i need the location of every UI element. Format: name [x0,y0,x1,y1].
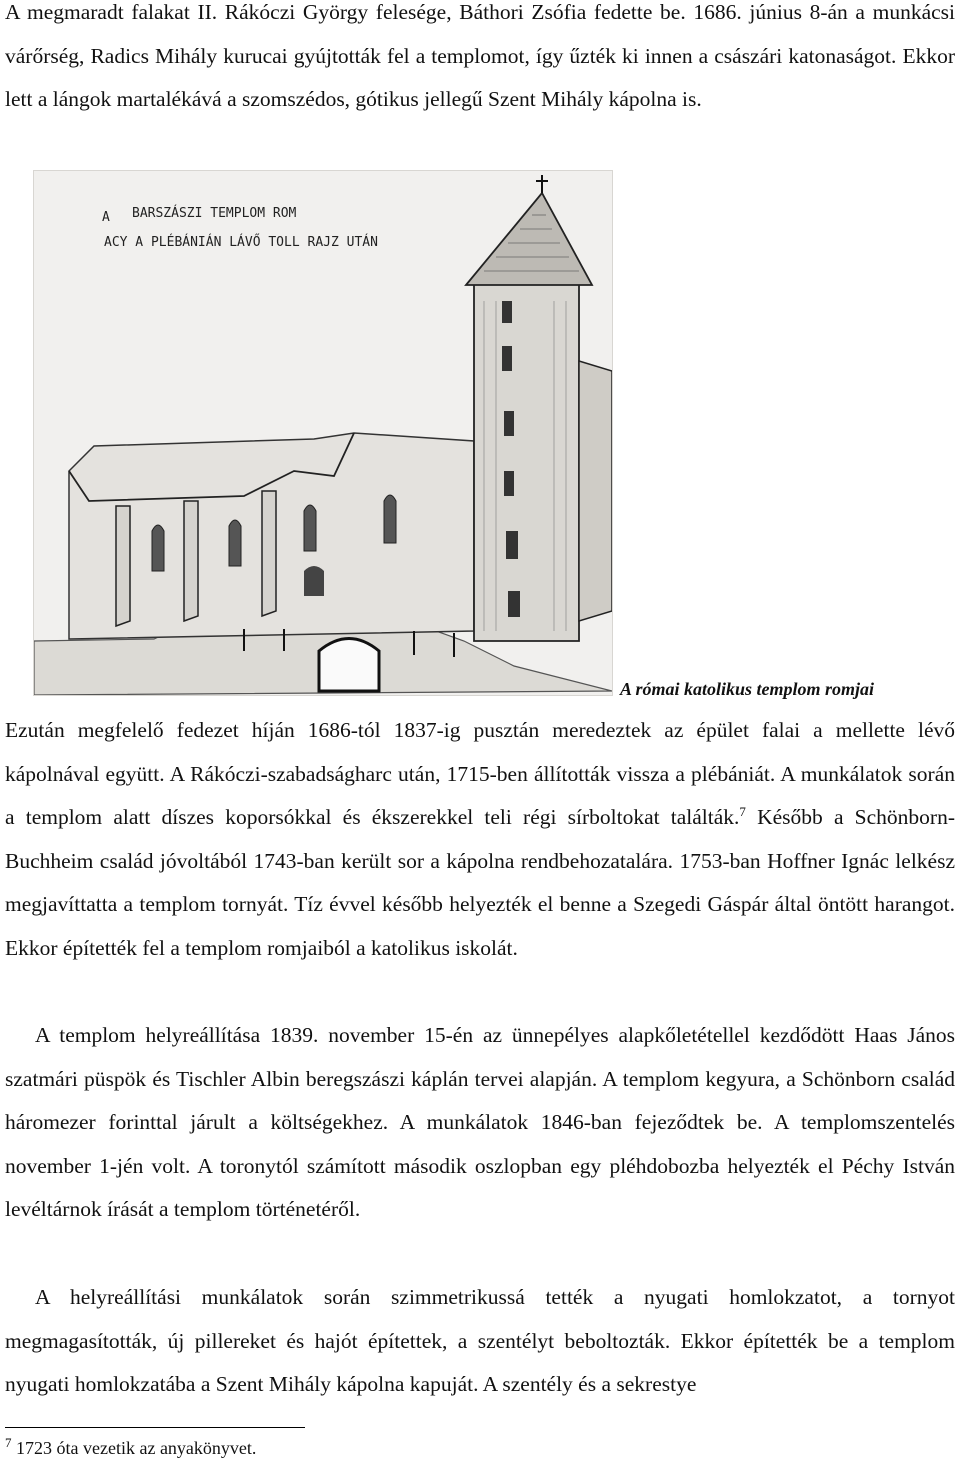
paragraph-4: A helyreállítási munkálatok során szimmetrikussá tették a nyugati homlokzatot, a tornyot megmagasították, új pillereket és hajót építettek, a szentélyt beboltozták. Ekkor építették be a templom nyugati homlokzatába a Szent Mihály kápolna kapuját. A szentély és a sekrestye [5,1285,955,1396]
footnote [5,1436,256,1460]
footnote-divider [5,1427,305,1428]
intro-paragraph: A megmaradt falakat II. Rákóczi György felesége, Báthori Zsófia fedette be. 1686. június 8-án a munkácsi várőrség, Radics Mihály kurucai gyújtották fel a templomot, így űzték ki innen a császári katonaságot. Ekkor lett a lángok martalékává a szomszédos, gótikus jellegű Szent Mihály kápolna is. [5,0,955,111]
footnote-number: 7 [5,1435,12,1450]
paragraph-2-part2: Később a Schönborn-Buchheim család jóvoltából 1743-ban került sor a kápolna rendbehozatalára. 1753-ban Hoffner Ignác lelkész megjavíttatta a templom tornyát. Tíz évvel később helyezték el benne a Szegedi Gáspár által öntött harangot. Ekkor építették fel a templom romjaiból a katolikus iskolát. [5,805,955,960]
paragraph-3: A templom helyreállítása 1839. november 15-én az ünnepélyes alapkőletétellel kezdődött Haas János szatmári püspök és Tischler Albin beregszászi káplán tervei alapján. A templom kegyura, a Schönborn család háromezer forinttal járult a költségekhez. A munkálatok 1846-ban fejeződtek be. A templomszentelés november 1-jén volt. A toronytól számított második oszlopban egy pléhdobozba helyezték el Péchy István levéltárnok írását a templom történetéről. [5,1023,955,1221]
sketch-title-line1: BARSZÁSZI TEMPLOM ROM [132,206,297,221]
footnote-text: 1723 óta vezetik az anyakönyvet. [16,1438,257,1458]
sketch-initial: A [102,210,110,225]
sketch-title-line2: ACY A PLÉBÁNIÁN LÁVŐ TOLL RAJZ UTÁN [104,235,378,250]
paragraph-2-part1: Ezután megfelelő fedezet híján 1686-tól 1837-ig pusztán meredeztek az épület falai a mellette lévő kápolnával együtt. A Rákóczi-szabadságharc után, 1715-ben állították vissza a plébániát. A munkálatok során a templom alatt díszes koporsókkal és ékszerekkel teli régi sírboltokat találták. [5,718,955,829]
figure-caption: A római katolikus templom romjai [620,679,875,699]
footnote-ref[interactable]: 7 [739,803,746,819]
church-ruins-sketch [33,170,613,696]
paragraph-2 [5,709,955,970]
